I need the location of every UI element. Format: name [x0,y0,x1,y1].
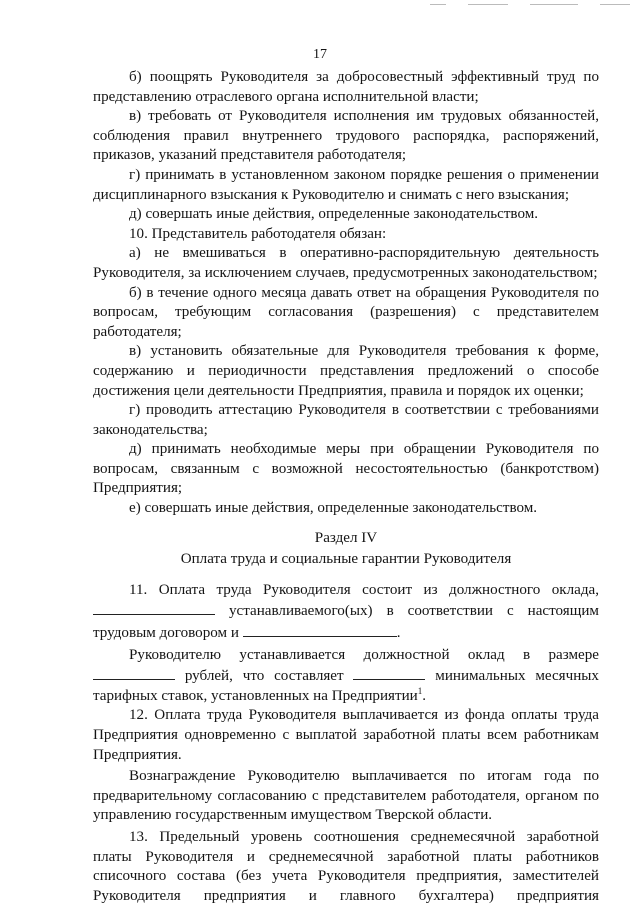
scan-artifacts [408,4,630,22]
fill-in-blank [353,665,425,680]
paragraph: Вознаграждение Руководителю выплачивается по итогам года по предварительному согласованию с представителем работодателя, органом по управлению государственным имуществом Тверской области. [93,768,599,824]
fill-in-blank [93,600,215,615]
paragraph: д) совершать иные действия, определенные законодательством. [129,206,539,223]
paragraph: а) не вмешиваться в оперативно-распорядительную деятельность Руководителя, за исключением случаев, предусмотренных законодательством; [93,245,599,281]
clause-11-line: 11. Оплата труда Руководителя состоит из должностного оклада, [129,581,599,598]
paragraph: г) проводить аттестацию Руководителя в соответствии с требованиями законодательства; [93,402,599,438]
clause-11-text: устанавливаемого(ых) в соответствии с настоящим [229,603,599,620]
clause-11 [93,581,599,644]
footnote-mark: 1 [417,685,423,696]
clause-11-text: трудовым договором и [93,625,239,642]
paragraph: в) установить обязательные для Руководителя требования к форме, содержанию и периодичности представления предложений о способе достижения цели деятельности Предприятия, правила и порядок их оценки; [93,343,599,399]
clause-11-text: . [396,625,401,642]
section-number: Раздел IV [314,529,378,546]
paragraph: 13. Предельный уровень соотношения среднемесячной заработной платы Руководителя и среднемесячной заработной платы работников списочного состава (без учета Руководителя предприятия, заместителей Руководителя предприятия и главного бухгалтера) предприятия [93,828,599,904]
paragraph: 12. Оплата труда Руководителя выплачивается из фонда оплаты труда Предприятия одновременно с выплатой заработной платы всем работникам Предприятия. [93,707,599,763]
salary-text: рублей, что составляет [184,668,344,685]
clause-11-line [93,622,599,644]
salary-line [93,687,599,707]
salary-line: Руководителю устанавливается должностной оклад в размере [129,646,599,663]
section-title: Оплата труда и социальные гарантии Руководителя [180,551,512,568]
paragraph: д) принимать необходимые меры при обращении Руководителя по вопросам, связанным с возможной несостоятельностью (банкротством) Предприятия; [93,441,599,497]
paragraph: в) требовать от Руководителя исполнения им трудовых обязанностей, соблюдения правил внутреннего трудового распорядка, распоряжений, приказов, указаний представителя работодателя; [93,108,599,164]
paragraph: е) совершать иные действия, определенные законодательством. [129,500,538,517]
paragraph: б) поощрять Руководителя за добросовестный эффективный труд по представлению отраслевого органа исполнительной власти; [93,69,599,105]
clause-11-line [93,600,599,622]
page-number: 17 [313,47,327,62]
paragraph: г) принимать в установленном законом порядке решения о применении дисциплинарного взыскания к Руководителю и снимать с него взыскания; [93,166,599,203]
document-body [93,68,599,906]
paragraph: б) в течение одного месяца давать ответ на обращения Руководителя по вопросам, требующим согласования (разрешения) с представителем работодателя; [93,284,599,340]
fill-in-blank [243,622,397,637]
salary-line [93,665,599,687]
salary-text: тарифных ставок, установленных на Предприятии [93,687,418,704]
salary-clause [93,646,599,707]
paragraph: 10. Представитель работодателя обязан: [129,225,387,242]
fill-in-blank [93,665,175,680]
salary-text: . [422,687,427,704]
salary-text: минимальных месячных [435,668,599,685]
